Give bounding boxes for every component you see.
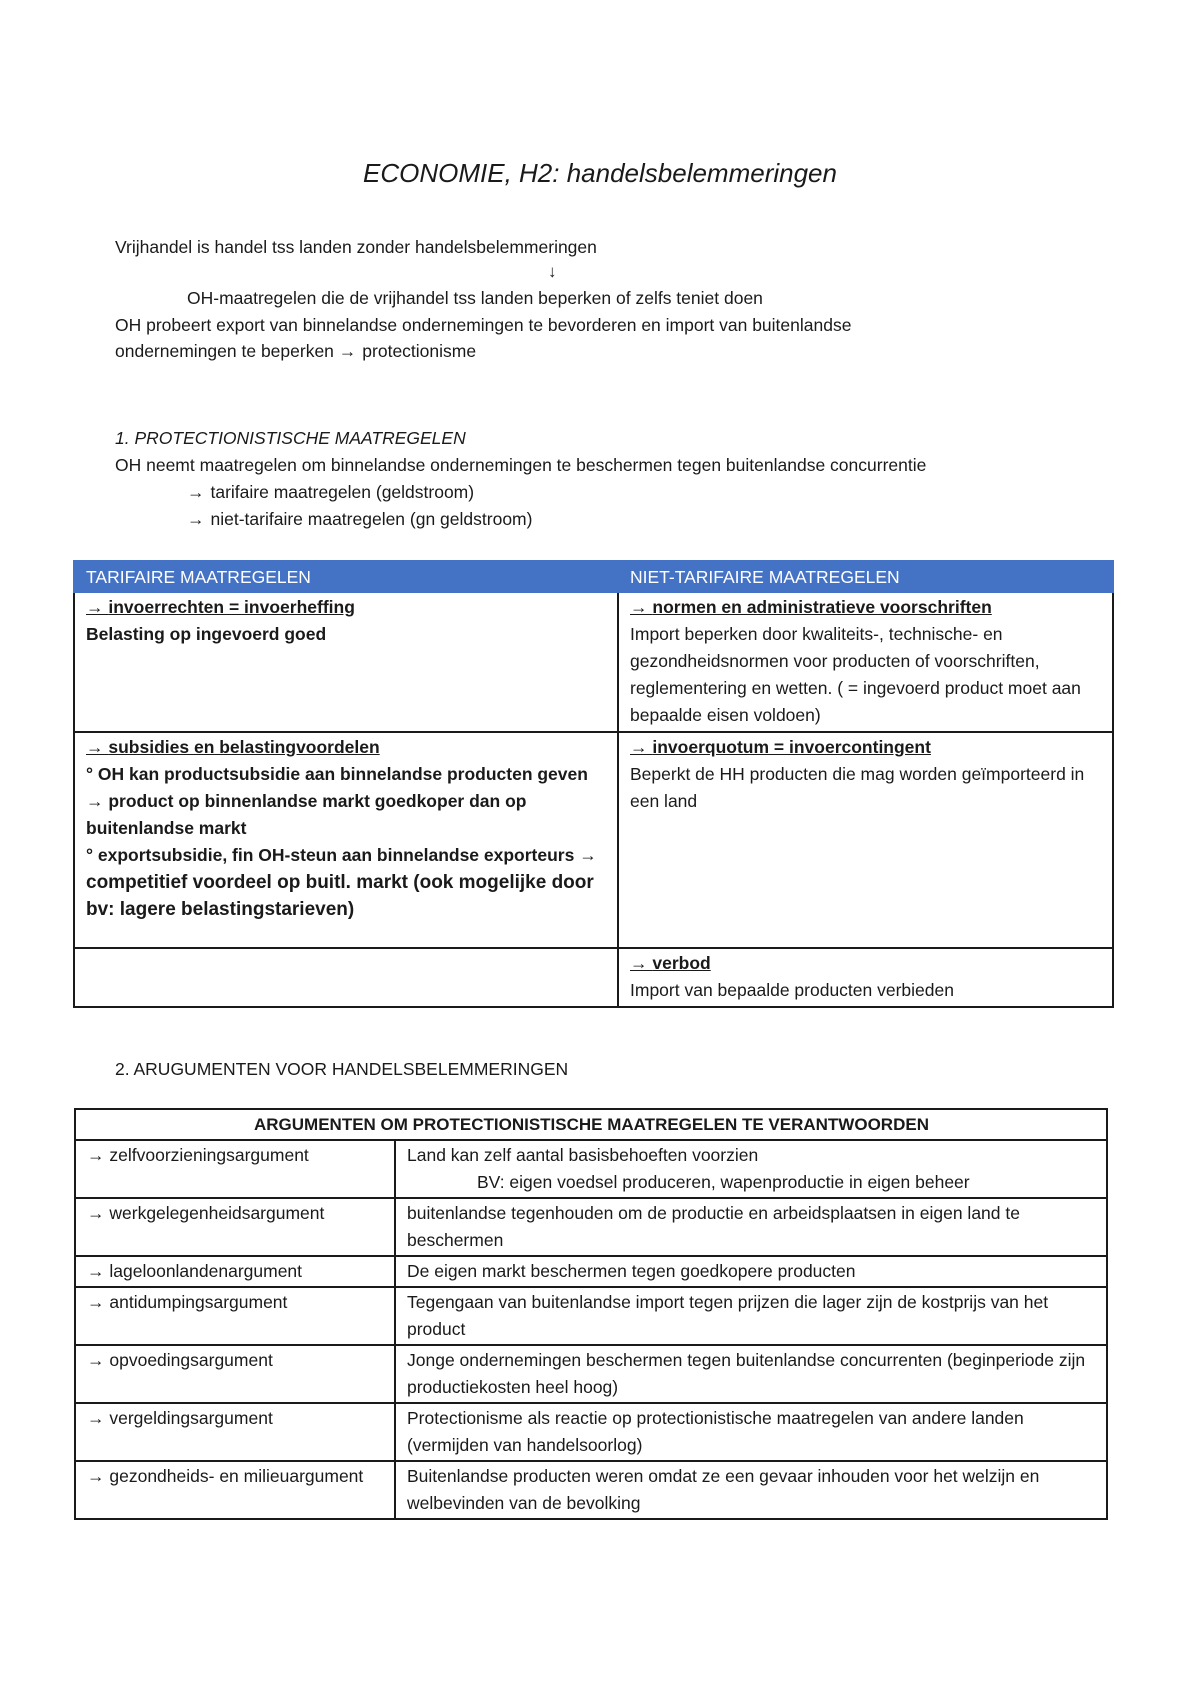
argument-name-cell [75,1287,395,1345]
cell-text-1: ° OH kan productsubsidie aan binnelandse producten geven → product op binnenlandse markt goedkoper dan op buitenlandse markt [86,764,588,838]
header-tariff: TARIFAIRE MAATREGELEN [74,561,618,592]
cell-heading [86,734,606,761]
argument-description-cell [395,1345,1107,1403]
argument-name: werkgelegenheidsargument [109,1203,325,1223]
cell-invoerrechten [74,592,618,732]
cell-text-2a: ° exportsubsidie, fin OH-steun aan binnelandse exporteurs → [86,845,597,865]
section2-title: 2. ARUGUMENTEN VOOR HANDELSBELEMMERINGEN [115,1059,569,1079]
argument-description: De eigen markt beschermen tegen goedkopere producten [407,1261,856,1281]
right-arrow-icon: → [86,597,104,617]
bullet-1-text: tarifaire maatregelen (geldstroom) [210,482,475,502]
argument-name: antidumpingsargument [109,1292,288,1312]
arguments-table-header [75,1109,1107,1140]
table-row [75,1345,1107,1403]
cell-subsidies [74,732,618,948]
cell-heading [630,950,1101,977]
header-non-tariff: NIET-TARIFAIRE MAATREGELEN [618,561,1113,592]
right-arrow-icon: → [187,482,205,502]
table-row [74,948,1113,1007]
measures-table-header [74,561,1113,592]
argument-description-cell [395,1256,1107,1287]
page-title: ECONOMIE, H2: handelsbelemmeringen [363,158,837,188]
argument-name-cell [75,1198,395,1256]
arguments-header: ARGUMENTEN OM PROTECTIONISTISCHE MAATREGELEN TE VERANTWOORDEN [75,1109,1107,1140]
right-arrow-icon: → [87,1466,105,1486]
right-arrow-icon: → [630,737,648,757]
argument-name: opvoedingsargument [109,1350,273,1370]
section1-title: 1. PROTECTIONISTISCHE MAATREGELEN [115,428,466,448]
cell-heading [630,734,1101,761]
section1-bullet-1 [187,482,474,503]
right-arrow-icon: → [87,1350,105,1370]
cell-empty [74,948,618,1007]
table-row [75,1256,1107,1287]
intro-line-1: Vrijhandel is handel tss landen zonder handelsbelemmeringen [115,237,597,257]
argument-name-cell [75,1345,395,1403]
cell-normen [618,592,1113,732]
cell-text: Import van bepaalde producten verbieden [630,980,954,1000]
cell-heading-text: normen en administratieve voorschriften [652,597,992,617]
argument-example: BV: eigen voedsel produceren, wapenproductie in eigen beheer [477,1172,970,1192]
right-arrow-icon: → [630,953,648,973]
arguments-table [74,1108,1108,1520]
argument-name-cell [75,1256,395,1287]
right-arrow-icon: → [86,737,104,757]
intro-line-3: OH probeert export van binnelandse ondernemingen te bevorderen en import van buitenlandse [115,315,852,335]
cell-heading [86,594,606,621]
right-arrow-icon: → [87,1203,105,1223]
argument-name-cell [75,1403,395,1461]
argument-description: Protectionisme als reactie op protectionistische maatregelen van andere landen (vermijden van handelsoorlog) [407,1408,1024,1455]
table-row [75,1403,1107,1461]
argument-description: Jonge ondernemingen beschermen tegen buitenlandse concurrenten (beginperiode zijn productiekosten heel hoog) [407,1350,1086,1397]
intro-line-4 [115,341,476,362]
cell-heading-text: verbod [652,953,711,973]
argument-description: buitenlandse tegenhouden om de productie en arbeidsplaatsen in eigen land te beschermen [407,1203,1020,1250]
bullet-2-text: niet-tarifaire maatregelen (gn geldstroom) [210,509,533,529]
cell-text: Import beperken door kwaliteits-, technische- en gezondheidsnormen voor producten of voorschriften, reglementering en wetten. ( = ingevoerd product moet aan bepaalde eisen voldoen) [630,624,1081,725]
cell-heading-text: subsidies en belastingvoordelen [108,737,380,757]
table-row [75,1461,1107,1519]
argument-description-cell [395,1287,1107,1345]
cell-invoerquotum [618,732,1113,948]
right-arrow-icon: → [87,1261,105,1281]
argument-description: Buitenlandse producten weren omdat ze een gevaar inhouden voor het welzijn en welbevinden van de bevolking [407,1466,1040,1513]
cell-text-2b: competitief voordeel op buitl. markt (ook mogelijke door bv: lagere belastingstarieven) [86,872,594,920]
table-row [74,732,1113,948]
cell-text: Belasting op ingevoerd goed [86,624,327,644]
cell-heading [630,594,1101,621]
cell-heading-text: invoerrechten = invoerheffing [108,597,355,617]
right-arrow-icon: → [338,341,357,361]
measures-table [73,560,1114,1008]
table-row [74,592,1113,732]
intro-line-4-end: protectionisme [362,341,477,361]
argument-name: lageloonlandenargument [109,1261,303,1281]
argument-name: zelfvoorzieningsargument [109,1145,309,1165]
intro-line-4-text: ondernemingen te beperken [115,341,334,361]
right-arrow-icon: → [87,1292,105,1312]
right-arrow-icon: → [187,509,205,529]
table-row [75,1140,1107,1198]
cell-text-2 [86,842,606,923]
argument-description-cell [395,1403,1107,1461]
argument-description: Tegengaan van buitenlandse import tegen prijzen die lager zijn de kostprijs van het product [407,1292,1049,1339]
argument-description-cell [395,1461,1107,1519]
cell-heading-text: invoerquotum = invoercontingent [652,737,931,757]
argument-description-cell [395,1140,1107,1198]
argument-name-cell [75,1461,395,1519]
right-arrow-icon: → [87,1145,105,1165]
table-row [75,1287,1107,1345]
table-row [75,1198,1107,1256]
section1-text: OH neemt maatregelen om binnelandse ondernemingen te beschermen tegen buitenlandse concurrentie [115,455,927,475]
argument-description-cell [395,1198,1107,1256]
cell-verbod [618,948,1113,1007]
argument-description: Land kan zelf aantal basisbehoeften voorzien [407,1145,759,1165]
cell-text: Beperkt de HH producten die mag worden geïmporteerd in een land [630,764,1085,811]
down-arrow-icon: ↓ [548,262,557,281]
intro-line-2: OH-maatregelen die de vrijhandel tss landen beperken of zelfs teniet doen [187,288,763,308]
section1-bullet-2 [187,509,532,530]
right-arrow-icon: → [87,1408,105,1428]
argument-name-cell [75,1140,395,1198]
argument-name: gezondheids- en milieuargument [109,1466,364,1486]
argument-name: vergeldingsargument [109,1408,273,1428]
right-arrow-icon: → [630,597,648,617]
